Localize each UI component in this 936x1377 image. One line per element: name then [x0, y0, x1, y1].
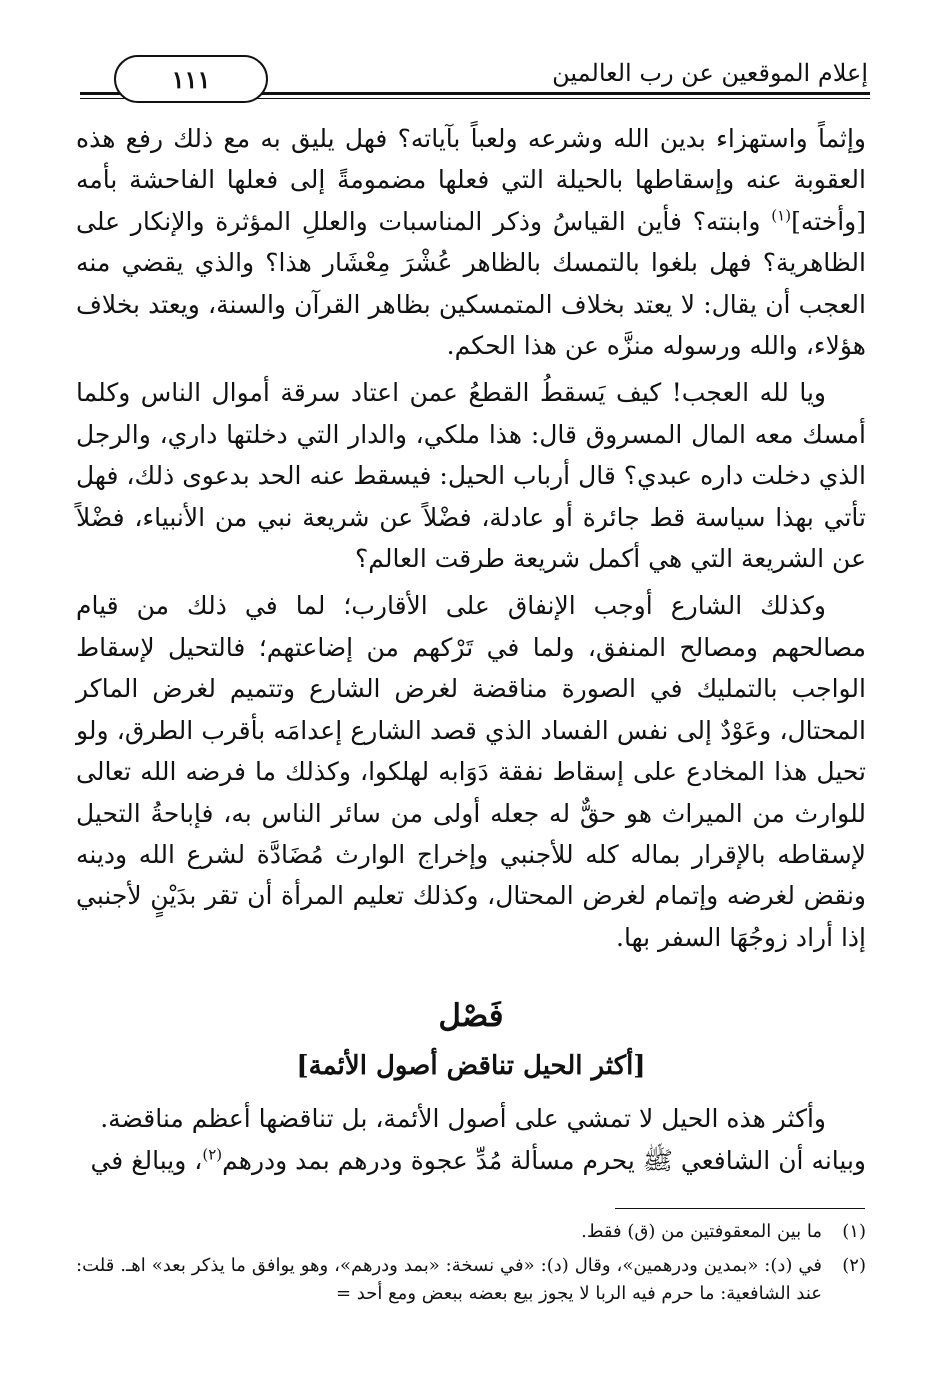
page-number-badge: [114, 55, 268, 103]
running-title: إعلام الموقعين عن رب العالمين: [552, 59, 868, 87]
paragraph-3: وكذلك الشارع أوجب الإنفاق على الأقارب؛ لما في ذلك من قيام مصالحهم ومصالح المنفق، ولما في تَرْكهم من إضاعتهم؛ فالتحيل لإسقاط الواجب بالتمليك في الصورة مناقضة لغرض الشارع وتتميم لغرض الماكر المحتال، وعَوْدٌ إلى نفس الفساد الذي قصد الشارع إعدامَه بأقرب الطرق، ولو تحيل هذا المخادع على إسقاط نفقة دَوَابه لهلكوا، وكذلك ما فرضه الله تعالى للوارث من الميراث هو حقٌّ له جعله أولى من سائر الناس به، فإباحةُ التحيل لإسقاطه بالإقرار بماله كله للأجنبي وإخراج الوارث مُضَادَّة لشرع الله ودينه ونقض لغرضه وإتمام لغرض المحتال، وكذلك تعليم المرأة أن تقر بدَيْنٍ لأجنبي إذا أراد زوجُهَا السفر بها.: [76, 591, 866, 952]
main-text: [76, 118, 866, 1187]
footnote-ref-1: (١): [771, 206, 792, 225]
footnote-number: (٢): [842, 1255, 866, 1276]
footnotes: [76, 1218, 866, 1314]
footnote-text: في (د): «بمدين ودرهمين»، وقال (د): «في نسخة: «بمد ودرهم»، وهو يوافق ما يذكر بعد» اهـ. قلت: عند الشافعية: ما حرم فيه الربا لا يجوز بيع بعضه ببعض ومع أحد =: [76, 1255, 822, 1304]
paragraph-5-text-rest: ، ويبالغ في: [90, 1145, 203, 1175]
paragraph-5: [76, 1140, 866, 1181]
footnote-ref-2: (٢): [202, 1145, 223, 1164]
paragraph-2: ويا لله العجب! كيف يَسقطُ القطعُ عمن اعتاد سرقة أموال الناس وكلما أمسك معه المال المسروق قال: هذا ملكي، والدار التي دخلتها داري، والرجل الذي دخلت داره عبدي؟ قال أرباب الحيل: فيسقط عنه الحد بدعوى ذلك، فهل تأتي بهذا سياسة قط جائرة أو عادلة، فضْلاً عن شريعة نبي من الأنبياء، فضْلاً عن الشريعة التي هي أكمل شريعة طرقت العالم؟: [76, 378, 866, 574]
section-subheading: [أكثر الحيل تناقض أصول الأئمة]: [296, 1051, 646, 1082]
footnote-2: [76, 1252, 866, 1308]
page-header: [80, 55, 870, 105]
paragraph-1: [76, 118, 866, 366]
footnote-separator: [615, 1208, 865, 1209]
paragraph-4: وأكثر هذه الحيل لا تمشي على أصول الأئمة، بل تناقضها أعظم مناقضة.: [100, 1104, 826, 1134]
paragraph-5-text: وبيانه أن الشافعي ﷺ يحرم مسألة مُدِّ عجوة ودرهم بمد ودرهم: [222, 1145, 866, 1175]
footnote-number: (١): [842, 1221, 866, 1242]
section-heading: فَصْل: [438, 998, 504, 1035]
footnote-1: [76, 1218, 866, 1246]
footnote-text: ما بين المعقوفتين من (ق) فقط.: [581, 1221, 822, 1242]
paragraph-1-text: وإثماً واستهزاء بدين الله وشرعه ولعباً بآياته؟ فهل يليق به مع ذلك رفع هذه العقوبة عنه وإسقاطها بالحيلة التي فعلها مضمومةً إلى فعلها الفاحشة بأمه [وأخته]: [76, 124, 866, 236]
paragraph-1-text-rest: وابنته؟ فأين القياسُ وذكر المناسبات والعللِ المؤثرة والإنكار على الظاهرية؟ فهل بلغوا بالتمسك بالظاهر عُشْرَ مِعْشَار هذا؟ والذي يقضي منه العجب أن يقال: لا يعتد بخلاف المتمسكين بظاهر القرآن والسنة، ويعتد بخلاف هؤلاء، والله ورسوله منزَّه عن هذا الحكم.: [76, 206, 866, 361]
page-number: ١١١: [171, 64, 211, 94]
